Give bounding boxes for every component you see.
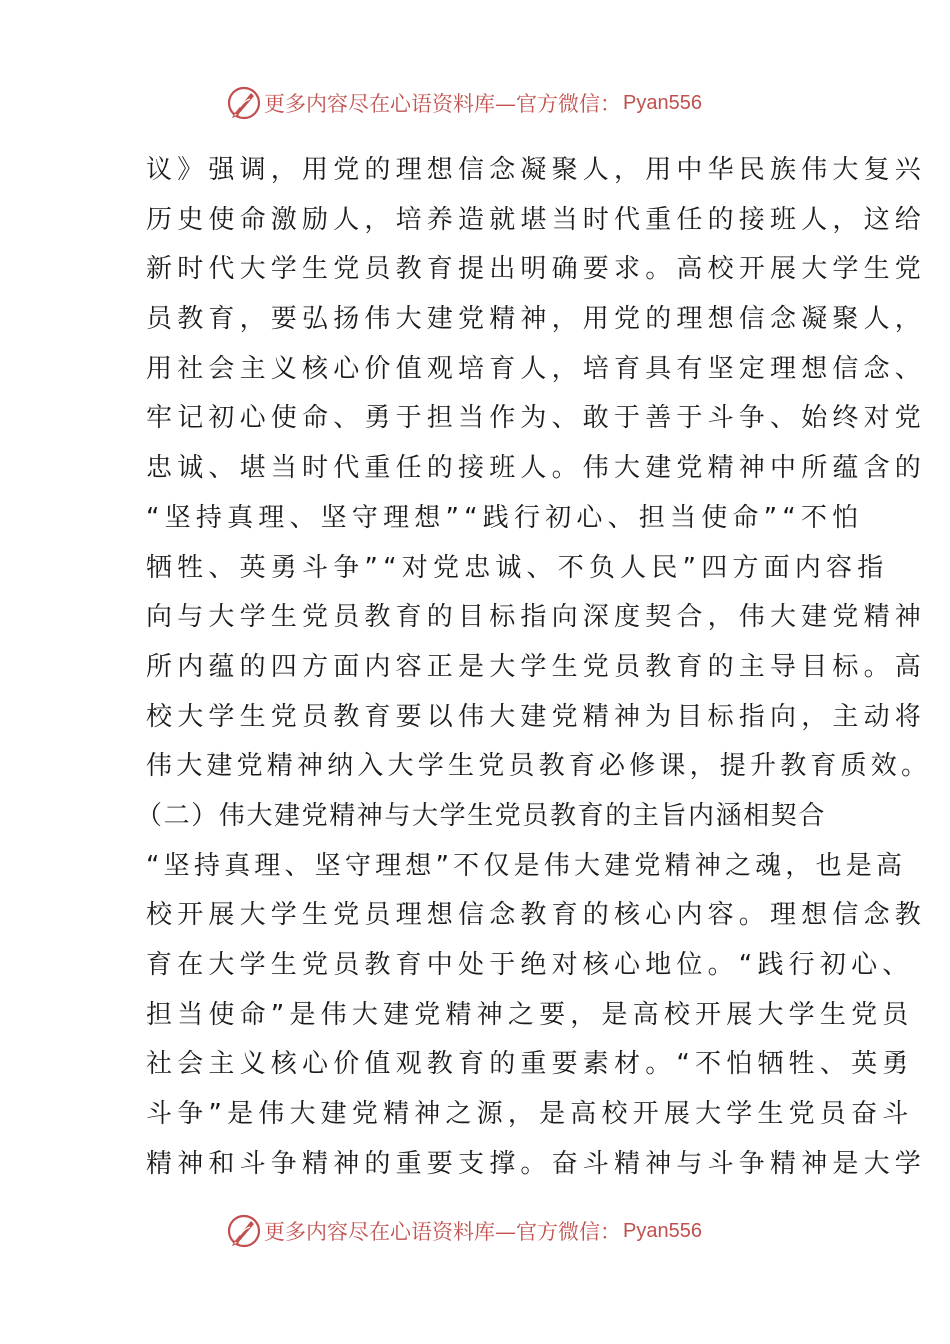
text-line: 向与大学生党员教育的目标指向深度契合，伟大建党精神 — [146, 602, 927, 633]
pen-logo-icon — [226, 85, 262, 121]
wechat-id: Pyan556 — [623, 91, 702, 114]
text-line: 所内蕴的四方面内容正是大学生党员教育的主导目标。高 — [146, 651, 927, 682]
text-line: 育在大学生党员教育中处于绝对核心地位。“践行初心、 — [146, 950, 914, 980]
pen-logo-icon — [226, 1213, 262, 1249]
text-line: 用社会主义核心价值观培育人，培育具有坚定理想信念、 — [146, 353, 927, 384]
text-line: 历史使命激励人，培养造就堪当时代重任的接班人，这给 — [146, 204, 927, 235]
text-line: 员教育，要弘扬伟大建党精神，用党的理想信念凝聚人， — [146, 304, 927, 335]
text-line: 议》强调，用党的理想信念凝聚人，用中华民族伟大复兴 — [146, 155, 927, 185]
text-line: 新时代大学生党员教育提出明确要求。高校开展大学生党 — [146, 254, 927, 285]
wechat-id: Pyan556 — [623, 1219, 702, 1242]
text-line: 牺牲、英勇斗争”“对党忠诚、不负人民”四方面内容指 — [146, 552, 889, 583]
text-line: 精神和斗争精神的重要支撑。奋斗精神与斗争精神是大学 — [146, 1148, 927, 1179]
watermark-text: 更多内容尽在心语资料库—官方微信： — [264, 1220, 621, 1244]
watermark-text: 更多内容尽在心语资料库—官方微信： — [264, 92, 621, 116]
text-line: 校开展大学生党员理想信念教育的核心内容。理想信念教 — [146, 900, 927, 931]
text-line: 伟大建党精神纳入大学生党员教育必修课，提升教育质效。 — [146, 751, 932, 782]
footer-watermark-banner — [226, 1211, 726, 1251]
text-line: 斗争”是伟大建党精神之源，是高校开展大学生党员奋斗 — [146, 1099, 914, 1130]
text-line: 忠诚、堪当时代重任的接班人。伟大建党精神中所蕴含的 — [146, 453, 927, 484]
header-watermark-banner — [226, 83, 726, 123]
text-line: 牢记初心使命、勇于担当作为、敢于善于斗争、始终对党 — [146, 403, 927, 434]
text-line: “坚持真理、坚守理想”不仅是伟大建党精神之魂，也是高 — [146, 850, 907, 881]
text-line: 社会主义核心价值观教育的重要素材。“不怕牺牲、英勇 — [146, 1049, 914, 1080]
text-line: “坚持真理、坚守理想”“践行初心、担当使命”“不怕 — [146, 502, 864, 533]
body-text — [136, 146, 932, 1189]
text-line: 担当使命”是伟大建党精神之要，是高校开展大学生党员 — [146, 999, 914, 1030]
section-heading: （二）伟大建党精神与大学生党员教育的主旨内涵相契合 — [136, 800, 827, 831]
text-line: 校大学生党员教育要以伟大建党精神为目标指向，主动将 — [146, 701, 927, 732]
